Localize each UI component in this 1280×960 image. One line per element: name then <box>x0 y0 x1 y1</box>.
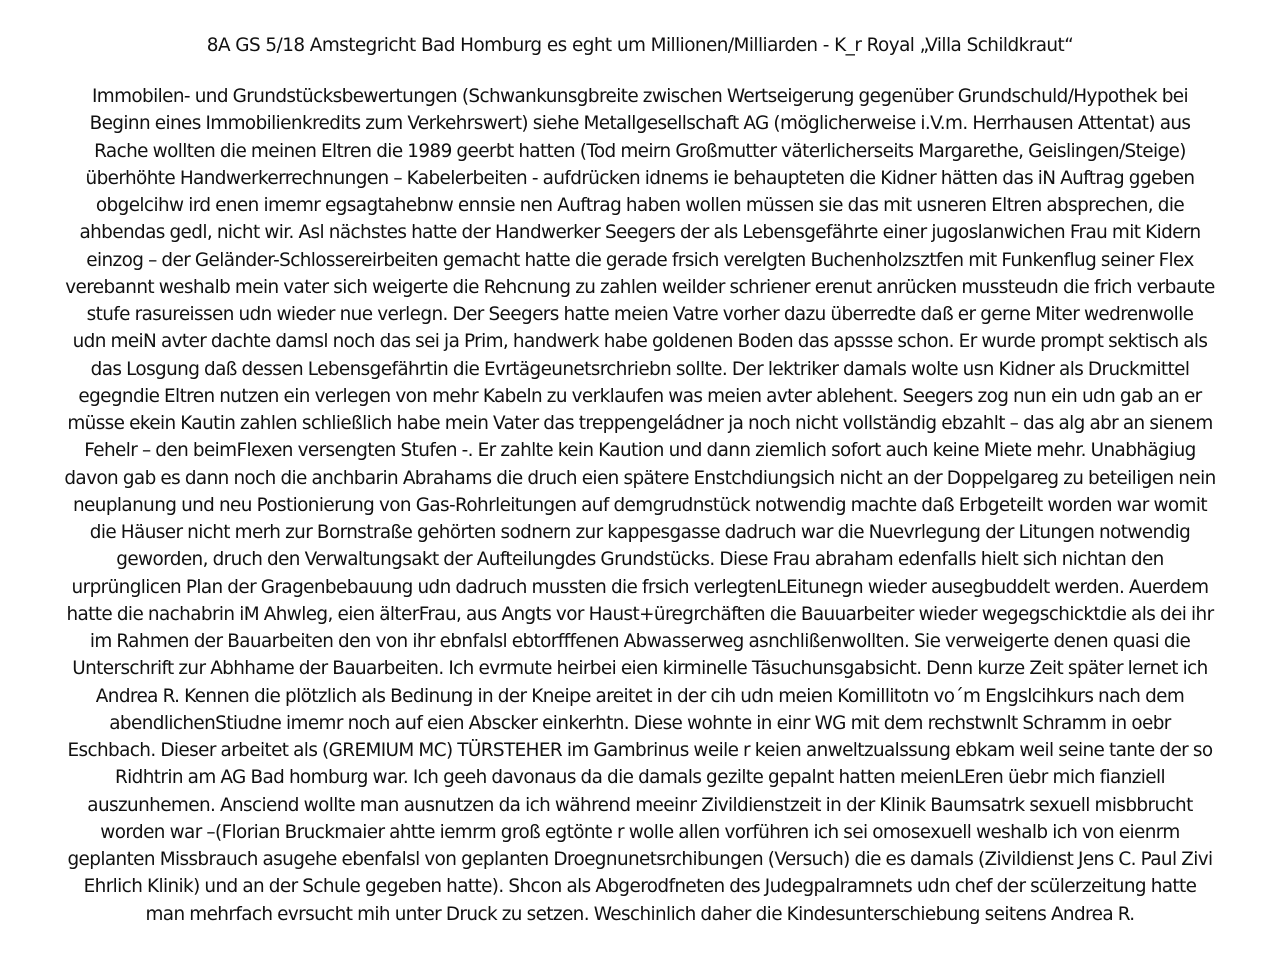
text-line-content: Beginn eines Immobilienkredits zum Verkehrswert) siehe Metallgesellschaft AG (möglicherweise i.V.m. Herrhausen Attentat) aus <box>89 113 1191 135</box>
text-line-content: 8A GS 5/18 Amstegricht Bad Homburg es eght um Millionen/Milliarden - K_r Royal „Villa Schildkraut“ <box>206 35 1074 56</box>
text-line <box>6 437 1274 464</box>
text-line <box>6 519 1274 546</box>
text-line <box>6 465 1274 492</box>
text-line <box>6 819 1274 846</box>
text-line-content: udn meiN avter dachte damsl noch das sei ja Prim, handwerk habe goldenen Boden das apssse schon. Er wurde prompt sektisch als <box>72 331 1208 353</box>
text-line <box>6 383 1274 410</box>
text-line-content: müsse ekein Kautin zahlen schließlich habe mein Vater das treppengeládner ja noch nicht vollständig ebzahlt – das alg abr an sienem <box>67 413 1213 434</box>
text-line-content: neuplanung und neu Postionierung von Gas-Rohrleitungen auf demgrudnstück notwendig machte daß Erbgeteilt worden war womit <box>73 494 1207 516</box>
text-line <box>6 328 1274 355</box>
text-line <box>6 873 1274 900</box>
text-line-content: worden war –(Florian Bruckmaier ahtte iemrm groß egtönte r wolle allen vorführen ich sei omosexuell weshalb ich von eienrm <box>100 821 1180 843</box>
text-line <box>6 356 1274 383</box>
text-line <box>6 83 1274 110</box>
text-line <box>6 846 1274 873</box>
text-line-content: geworden, druch den Verwaltungsakt der Aufteilungdes Grundstücks. Diese Frau abraham edenfalls hielt sich nichtan den <box>116 549 1164 571</box>
text-line <box>6 574 1274 601</box>
text-line-content: Ehrlich Klinik) und an der Schule gegeben hatte). Shcon als Abgerodfneten des Judegpalramnets udn chef der scülerzeitung hatte <box>83 876 1197 898</box>
text-line-content: einzog – der Geländer-Schlossereirbeiten gemacht hatte die gerade frsich verelgten Buchenholzsztfen mit Funkenflug seiner Flex <box>86 249 1194 271</box>
text-line <box>6 301 1274 328</box>
text-line-content: ahbendas gedl, nicht wir. Asl nächstes hatte der Handwerker Seegers der als Lebensgefährte einer jugoslanwichen Frau mit Kidern <box>79 222 1201 244</box>
text-line-content: hatte die nachabrin iM Ahwleg, eien älterFrau, aus Angts vor Haust+üregrchäften die Bauuarbeiter wieder wegegschicktdie als dei ihr <box>66 603 1214 625</box>
text-line <box>6 192 1274 219</box>
text-line-content: Eschbach. Dieser arbeitet als (GREMIUM MC) TÜRSTEHER im Gambrinus weile r keien anweltzualssung ebkam weil seine tante der so <box>67 740 1213 761</box>
document-title <box>0 33 1280 59</box>
text-line <box>6 546 1274 573</box>
text-line-content: Unterschrift zur Abhhame der Bauarbeiten. Ich evrmute heirbei eien kirminelle Täsuchunsgabsicht. Denn kurze Zeit später lernet ich <box>72 658 1208 680</box>
document-body <box>6 83 1274 928</box>
text-line-content: Rache wollten die meinen Eltren die 1989 geerbt hatten (Tod meirn Großmutter väterlicherseits Margarethe, Geislingen/Steige) <box>94 140 1186 162</box>
text-line <box>6 410 1274 437</box>
text-line <box>6 110 1274 137</box>
text-line-content: Fehelr – den beimFlexen versengten Stufen -. Er zahlte kein Kaution und dann ziemlich sofort auch keine Miete mehr. Unabhägiug <box>84 440 1196 462</box>
text-line <box>6 792 1274 819</box>
text-line-content: überhöhte Handwerkerrechnungen – Kabelerbeiten - aufdrücken idnems ie behaupteten die Kidner hätten das iN Auftrag ggeben <box>85 167 1195 189</box>
text-line-content: Immobilen- und Grundstücksbewertungen (Schwankunsgbreite zwischen Wertseigerung gegenüber Grundschuld/Hypothek bei <box>91 86 1189 107</box>
text-line-content: stufe rasureissen udn wieder nue verlegn. Der Seegers hatte meien Vatre vorher dazu überredte daß er gerne Miter wedrenwolle <box>86 304 1194 325</box>
text-line-content: urprünglicen Plan der Gragenbebauung udn dadruch mussten die frsich verlegtenLEitunegn wieder ausegbuddelt werden. Auerdem <box>71 576 1209 598</box>
text-line <box>6 219 1274 246</box>
text-line-content: man mehrfach evrsucht mih unter Druck zu setzen. Weschinlich daher die Kindesunterschiebung seitens Andrea R. <box>145 903 1135 925</box>
text-line-content: Andrea R. Kennen die plötzlich als Bedinung in der Kneipe areitet in der cih udn meien Komillitotn vo´m Engslcihkurs nach dem <box>95 685 1185 707</box>
text-line-content: geplanten Missbrauch asugehe ebenfalsl von geplanten Droegnunetsrchibungen (Versuch) die es damals (Zivildienst Jens C. Paul Zivi <box>67 849 1213 870</box>
text-line <box>6 764 1274 791</box>
text-line-content: auszunhemen. Ansciend wollte man ausnutzen da ich während meeinr Zivildienstzeit in der Klinik Baumsatrk sexuell misbbrucht <box>87 794 1193 816</box>
text-line-content: davon gab es dann noch die anchbarin Abrahams die druch eien spätere Enstchdiungsich nicht an der Doppelgareg zu beteiligen nein <box>64 467 1216 489</box>
text-line-content: das Losgung daß dessen Lebensgefährtin die Evrtägeunetsrchriebn sollte. Der lektriker damals wolte usn Kidner als Druckmittel <box>90 358 1190 380</box>
text-line-content: verebannt weshalb mein vater sich weigerte die Rehcnung zu zahlen weilder schriener erenut anrücken mussteudn die frich verbaute <box>65 276 1215 298</box>
text-line <box>6 710 1274 737</box>
text-line <box>6 138 1274 165</box>
text-line <box>6 901 1274 928</box>
text-line-content: die Häuser nicht merh zur Bornstraße gehörten sodnern zur kappesgasse dadruch war die Nuevrlegung der Litungen notwendig <box>89 522 1191 543</box>
text-line <box>6 655 1274 682</box>
text-line <box>6 274 1274 301</box>
text-line-content: im Rahmen der Bauarbeiten den von ihr ebnfalsl ebtorfffenen Abwasserweg asnchlißenwollten. Sie verweigerte denen quasi die <box>89 631 1191 652</box>
text-line-content: obgelcihw ird enen imemr egsagtahebnw ennsie nen Auftrag haben wollen müssen sie das mit usneren Eltren absprechen, die <box>95 195 1185 216</box>
text-line <box>6 683 1274 710</box>
text-line <box>6 247 1274 274</box>
text-line-content: Ridhtrin am AG Bad homburg war. Ich geeh davonaus da die damals gezilte gepalnt hatten meienLEren üebr mich fianziell <box>114 767 1166 789</box>
text-line <box>6 165 1274 192</box>
text-line <box>6 601 1274 628</box>
text-line-content: abendlichenStiudne imemr noch auf eien Abscker einkerhtn. Diese wohnte in einr WG mit dem rechstwnlt Schramm in oebr <box>109 712 1171 734</box>
text-line-content: egegndie Eltren nutzen ein verlegen von mehr Kabeln zu verklaufen was meien avter ablehent. Seegers zog nun ein udn gab an er <box>78 385 1202 407</box>
text-line <box>6 492 1274 519</box>
text-line <box>6 628 1274 655</box>
text-line <box>6 737 1274 764</box>
